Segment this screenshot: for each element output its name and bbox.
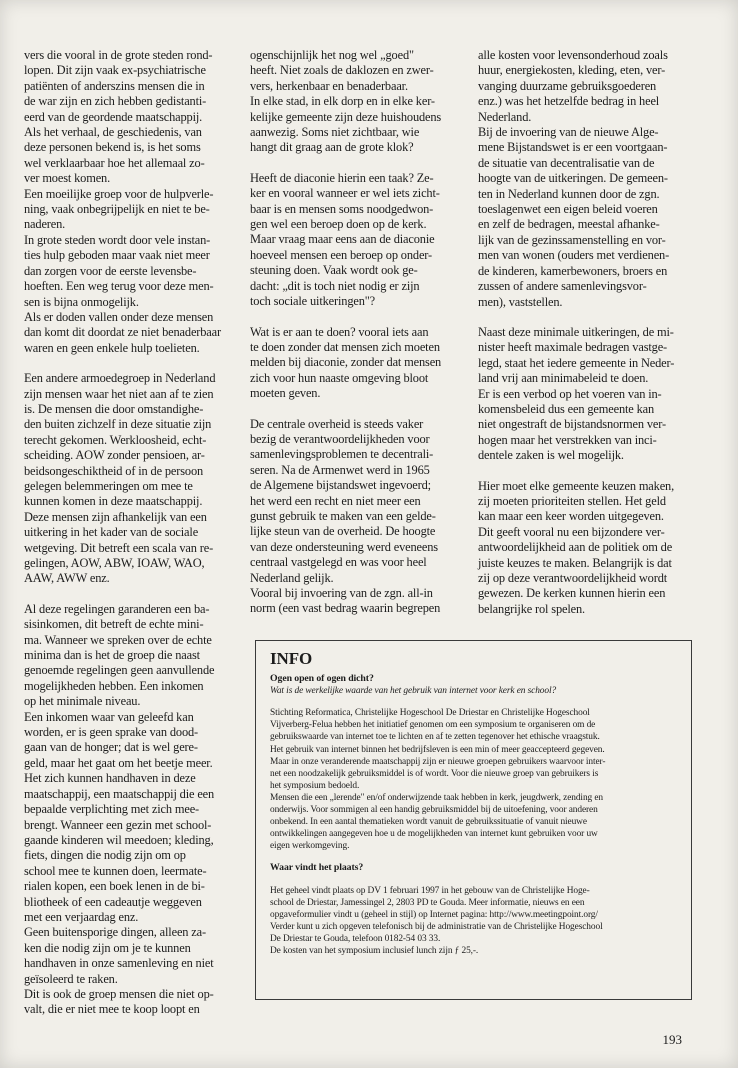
paragraph: Wat is er aan te doen? vooral iets aan te doen zonder dat mensen zich moeten melden bij diaconie, zonder dat mensen zich voor hun naaste omgeving bloot moeten geven. — [250, 324, 442, 401]
info-title: INFO — [270, 649, 313, 668]
info-subheading: Wat is de werkelijke waarde van het gebruik van internet voor kerk en school? — [270, 686, 557, 697]
info-heading: Ogen open of ogen dicht? — [270, 673, 374, 685]
page-number: 193 — [662, 1032, 682, 1047]
paragraph: ogenschijnlijk het nog wel „goed" heeft. Niet zoals de daklozen en zwer- vers, herkenbaar en benaderbaar. In elke stad, in elk dorp en in elke ker- kelijke gemeente zijn deze huishoudens aanwezig. Soms niet zichtbaar, wie hangt dit graag aan de grote klok? — [250, 48, 442, 155]
info-heading: Waar vindt het plaats? — [270, 862, 364, 874]
info-paragraph: Het geheel vindt plaats op DV 1 februari 1997 in het gebouw van de Christelijke Hoge- school de Driestar, Jamessingel 2, 2803 PD te Gouda. Meer informatie, nieuws en een opgaveformulier vindt u (geheel in stijl) op Internet pagina: http://www.meetingpoint.org/ Verder kunt u zich opgeven telefonisch bij de administratie van de Christelijke Hogeschool De Driestar te Gouda, telefoon 0182-54 03 33. De kosten van het symposium inclusief lunch zijn ƒ 25,-. — [270, 885, 603, 956]
paragraph: Heeft de diaconie hierin een taak? Ze- ker en vooral wanneer er wel iets zicht- baar is en mensen soms noodgedwon- gen wel een beroep doen op de kerk. Maar vraag maar eens aan de diaconie hoeveel mensen een beroep op onder- steuning doen. Vaak wordt ook ge- dacht: „dit is toch niet nodig er zijn toch sociale uitkeringen"? — [250, 170, 440, 309]
paragraph: Hier moet elke gemeente keuzen maken, zij moeten prioriteiten stellen. Het geld kan maar een keer worden uitgegeven. Dit geeft vooral nu een bijzondere ver- antwoordelijkheid aan de politiek om de juiste keuzes te maken. Belangrijk is dat zij op deze verantwoordelijkheid wordt gewezen. De kerken kunnen hierin een belangrijke rol spelen. — [478, 478, 675, 616]
paragraph: De centrale overheid is steeds vaker bezig de verantwoordelijkheden voor samenlevingsproblemen te decentrali- seren. Na de Armenwet werd in 1965 de Algemene bijstandswet ingevoerd; het werd een recht en niet meer een gunst gebruik te maken van een gelde- lijke steun van de overheid. De hoogte van deze ondersteuning werd eveneens centraal vastgelegd en was voor heel Nederland gelijk. Vooral bij invoering van de zgn. all-in norm (een vast bedrag waarin begrepen — [250, 416, 441, 616]
paragraph: Al deze regelingen garanderen een ba- sisinkomen, dit betreft de echte mini- ma. Wanneer we spreken over de echte minima dan is het de groep die naast genoemde regelingen geen aanvullende mogelijkheden hebben. Een inkomen op het minimale niveau. Een inkomen waar van geleefd kan worden, er is geen sprake van dood- gaan van de honger; dat is wel gere- geld, maar het gaat om het beetje meer. Het zich kunnen handhaven in deze maatschappij, een maatschappij die een bepaalde verplichting met zich mee- brengt. Wanneer een gezin met school- gaande kinderen wil meedoen; kleding, fiets, dingen die nodig zijn om op school mee te kunnen doen, leermate- rialen kopen, een boek lenen in de bi- bliotheek of een cadeautje weggeven met een verjaardag enz. Geen buitensporige dingen, alleen za- ken die nodig zijn om je te kunnen handhaven in onze samenleving en niet geïsoleerd te raken. Dit is ook de groep mensen die niet op- valt, die er niet mee te koop loopt en — [24, 601, 215, 1017]
text-column-2 — [250, 48, 472, 632]
paragraph: alle kosten voor levensonderhoud zoals huur, energiekosten, kleding, eten, ver- vanging duurzame gebruiksgoederen enz.) was het hetzelfde bedrag in heel Nederland. Bij de invoering van de nieuwe Alge- mene Bijstandswet is er een voortgaan- de situatie van decentralisatie van de hoogte van de uitkeringen. De gemeen- ten in Nederland kunnen door de zgn. toeslagenwet een eigen beleid voeren en zelf de bedragen, meestal afhanke- lijk van de gezinssamenstelling en vor- men van wonen (ouders met verdienen- de kinderen, kamerbewoners, broers en zussen of andere samenlevingsvor- men), vaststellen. — [478, 48, 670, 309]
info-paragraph: Stichting Reformatica, Christelijke Hogeschool De Driestar en Christelijke Hogeschool Vijverberg-Felua hebben het initiatief genomen om een symposium te organiseren om de gebruikswaarde van internet toe te lichten en af te zetten tegenover het ethische vraagstuk. Het gebruik van internet binnen het bedrijfsleven is een min of meer geaccepteerd gegeven. Maar in onze veranderende maatschappij zijn er nieuwe groepen gebruikers waarvoor inter- net een noodzakelijk gebruiksmiddel is of wordt. Voor die nieuwe groep van gebruikers is het symposium bedoeld. Mensen die een „lerende" en/of onderwijzende taak hebben in kerk, jeugdwerk, zending en onderwijs. Voor sommigen al een handig gebruiksmiddel bij de uitoefening, voor anderen onbekend. In een aantal thematieken wordt vanuit de gebruikssituatie of vanuit nieuwe ontwikkelingen aangegeven hoe u de mogelijkheden van internet kunt gebruiken voor uw eigen werkomgeving. — [270, 708, 606, 852]
paragraph: vers die vooral in de grote steden rond- lopen. Dit zijn vaak ex-psychiatrische patiënten of anderszins mensen die in de war zijn en zich hebben gedistanti- eerd van de geordende maatschappij. Als het verhaal, de geschiedenis, van deze personen bekend is, is het soms wel verklaarbaar hoe het allemaal zo- ver moest komen. Een moeilijke groep voor de hulpverle- ning, vaak onbegrijpelijk en niet te be- naderen. In grote steden wordt door vele instan- ties hulp geboden maar vaak niet meer dan zorgen voor de eerste levensbe- hoeften. Een weg terug voor deze men- sen is bijna onmogelijk. Als er doden vallen onder deze mensen dan komt dit doordat ze niet benaderbaar waren en geen enkele hulp toelieten. — [24, 48, 221, 355]
text-column-1 — [24, 48, 244, 1033]
info-box — [255, 640, 692, 1000]
text-column-3 — [478, 48, 712, 632]
paragraph: Een andere armoedegroep in Nederland zijn mensen waar het niet aan af te zien is. De mensen die door omstandighe- den buiten zichzelf in deze situatie zijn terecht gekomen. Werkloosheid, echt- scheiding. AOW zonder pensioen, ar- beidsongeschiktheid of in de persoon gelegen belemmeringen om mee te kunnen komen in deze maatschappij. Deze mensen zijn afhankelijk van een uitkering in het kader van de sociale wetgeving. Dit betreft een scala van re- gelingen, AOW, ABW, IOAW, WAO, AAW, AWW enz. — [24, 371, 216, 586]
paragraph: Naast deze minimale uitkeringen, de mi- nister heeft maximale bedragen vastge- legd, staat het iedere gemeente in Neder- land vrij aan minimabeleid te doen. Er is een verbod op het voeren van in- komensbeleid dus een gemeente kan niet ongestraft de bijstandsnormen ver- hogen maar het verstrekken van inci- dentele zaken is wel mogelijk. — [478, 324, 675, 463]
